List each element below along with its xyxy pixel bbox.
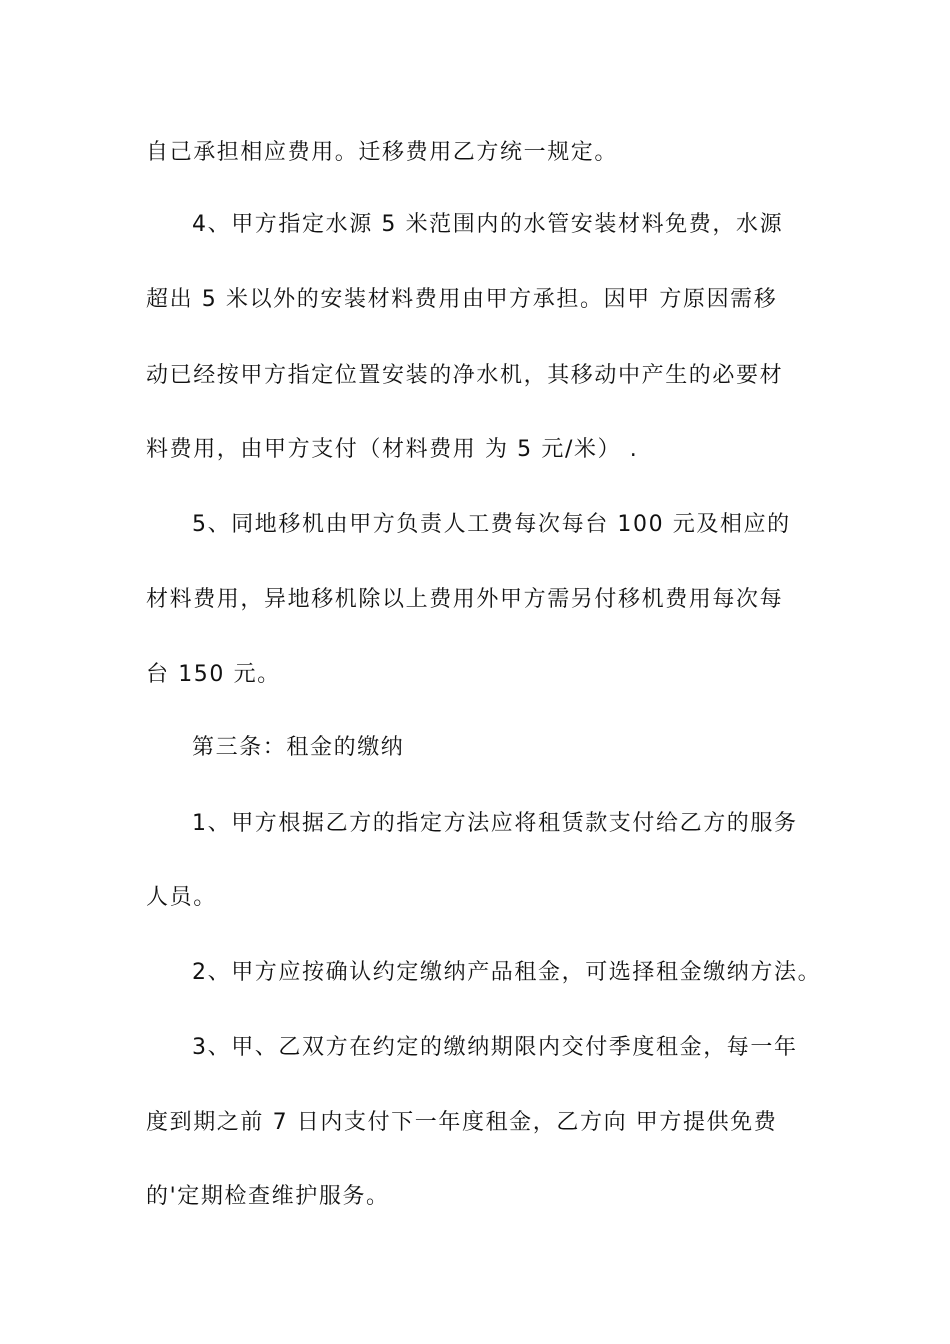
text-line-8: 台 150 元。 — [146, 662, 281, 687]
text-line-13: 3、甲、乙双方在约定的缴纳期限内交付季度租金，每一年 — [192, 1035, 798, 1060]
text-line-6: 5、同地移机由甲方负责人工费每次每台 100 元及相应的 — [192, 512, 791, 537]
text-line-11: 人员。 — [146, 885, 217, 910]
section-heading: 第三条：租金的缴纳 — [192, 735, 405, 760]
text-line-2: 4、甲方指定水源 5 米范围内的水管安装材料免费，水源 — [192, 212, 784, 237]
text-line-12: 2、甲方应按确认约定缴纳产品租金，可选择租金缴纳方法。 — [192, 960, 822, 985]
text-line-5: 料费用，由甲方支付（材料费用 为 5 元/米） . — [146, 437, 639, 462]
text-line-14: 度到期之前 7 日内支付下一年度租金，乙方向 甲方提供免费 — [146, 1110, 778, 1135]
text-line-10: 1、甲方根据乙方的指定方法应将租赁款支付给乙方的服务 — [192, 811, 798, 836]
text-line-3: 超出 5 米以外的安装材料费用由甲方承担。因甲 方原因需移 — [146, 287, 778, 312]
text-line-7: 材料费用，异地移机除以上费用外甲方需另付移机费用每次每 — [146, 587, 784, 612]
text-line-1: 自己承担相应费用。迁移费用乙方统一规定。 — [146, 140, 619, 165]
text-line-4: 动已经按甲方指定位置安装的净水机，其移动中产生的必要材 — [146, 363, 784, 388]
text-line-15: 的'定期检查维护服务。 — [146, 1184, 390, 1209]
